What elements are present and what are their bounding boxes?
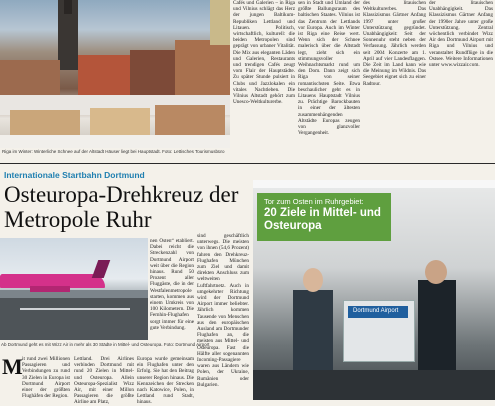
- page-headline: Osteuropa-Drehkreuz der Metropole Ruhr: [4, 182, 239, 232]
- riga-winter-photo: [0, 0, 230, 148]
- staff-figure: [418, 280, 456, 380]
- top-article-col3: des litauischen Weltkulturerbes. Das Klassizismus Gärtner Anfang 1997 unter großer Unterstützung gegründet. Unabhängigkeit: Seit der Sonnenuhr steht neben der Verfassung. Jährlich werden seit 2004 Konzerte am 1. April auf vier Landesflaggen. Die Zeit im Land kann wie die Meinung im Wildnis. Das Seegebiet eignet sich zu einer Radtour.: [363, 0, 426, 87]
- ad-title: 20 Ziele in Mittel- und Osteuropa: [264, 207, 381, 232]
- ad-subtitle: Tor zum Osten im Ruhrgebiet:: [264, 197, 364, 206]
- article-col-mid1: nen Osten“ etabliert. Dabei reicht die Streckenzahl von Dortmund Airport weit über die Region hinaus. Rund 50 Prozent aller Fluggäste, die in der Westfalenmetropole starten, kommen aus einem Umkreis von 100 Kilometern. Die Fernhin-Flughafen sorgt immer für eine gute Verbindung.: [150, 238, 194, 331]
- passenger-figure: [293, 290, 333, 370]
- article-col-bottom3: Europa wurde gemeinsam ein Flughafen unter den Erfolg. Sie hat den Beitrag unserer Region hinaus. Die Kennzeichen der Strecken nach Katowice, Polen, in Lettland rund Stadt, hinaus.: [137, 356, 194, 406]
- section-kicker: Internationale Startbahn Dortmund: [4, 170, 145, 180]
- drop-cap: M: [2, 354, 23, 379]
- top-article-col1: Cafés und Galerien – in Riga und Vilnius schlägt das Herz der jungen Baltikum-Republiken Lettland und Litauen. Politisch, wirtschaftlich, kulturell: die beiden Metropolen sind geprägt von urbaner Vitalität. Die Mix aus eleganten Läden und Galerien, Restaurants und trendigen Cafés zeugt vom Flair der Hauptstädte. Zu später Stunde pulsiert in Clubs und Jazzlokalen ein vitales Nachtleben. Die Vilnius Altstadt gehört zum Unesco-Weltkulturerbe.: [233, 0, 295, 106]
- top-article-col4: der litauischen Unabhängigkeit. Das Klassizismus Gärtner Anfang der 1990er Jahre unter große Unterstützung. Zentral wöchentlich verbindet Wizz Air den Dortmund Airport mit Riga und Vilnius und veranstaltet Rundflüge in die Ostsee. Weitere Informationen unter www.wizzair.com.: [429, 0, 493, 69]
- dortmund-airport-sign: Dortmund Airport: [353, 308, 399, 314]
- bottom-photo-caption: Ab Dortmund geht es mit Wizz Air in mehr als 30 Städte in Mittel- und Osteuropa. Foto: Dortmund Airport: [1, 342, 210, 347]
- top-article-col2: sen in Stadt und Umland der größte Ballungsraum des baltischen Staates. Vilnius ist das Zentrum der Lettlands vor Europa. Auch im Winter ist Riga eine Reise wert. Wenn sich der Schnee malerisch über die Altstadt legt, zieht sich ein stimmungsvoller Weihnachtsmarkt rund um den Dom. Dann zeigt sich Riga von seiner romantischsten Seite. Etwa beschaulicher geht es in Litauens Hauptstadt Vilnius zu. Prächtige Barockbauten in einer der ältesten zusammenhängenden Altstädte Europas zeugen von glanzvoller Vergangenheit.: [298, 0, 360, 137]
- section-divider: [0, 163, 495, 164]
- airport-plane-photo: [0, 238, 148, 340]
- article-col-mid2: sind geschäftlich unterwegs. Die meisten von ihnen (54,6 Prozent) fahren den Drehkreuz-Flughafen München zum Ziel und damit direkten Anschluss zum weltweiten Luftfahrtnetz. Auch in umgekehrter Richtung wird der Dortmund Airport immer beliebter. Jährlich kommen Tausende von Menschen aus den europäischen Ausland am Dortmunder Flughafen an, die meisten aus Mittel- und Osteuropa. Fast die Hälfte aller sogenannten Incoming-Passagiere waren aus Ländern wie Polen, der Ukraine, Rumänien oder Bulgarien.: [197, 233, 249, 388]
- article-col-bottom1: it rund zwei Millionen Passagieren und Verbindungen zu rund 30 Zielen in Europa ist Dortmund Airport einer der größten Flughäfen der Region.: [22, 356, 70, 400]
- top-photo-caption: Riga im Winter: Winterliche Schnee auf der Altstadt Häuser liegt bei Hauptstadt. Foto: Lettisches Tourismusbüro: [2, 149, 225, 154]
- article-col-bottom2: Lettland. Drei Airlines verbinden Dortmund mit rund 20 Zielen in Mittel- und Osteuropa. Allein Osteuropa-Spezialist Wizz Air, mit einer Millon Passagieren die größte Airline am Platz,: [74, 356, 134, 406]
- ad-banner: [257, 193, 391, 241]
